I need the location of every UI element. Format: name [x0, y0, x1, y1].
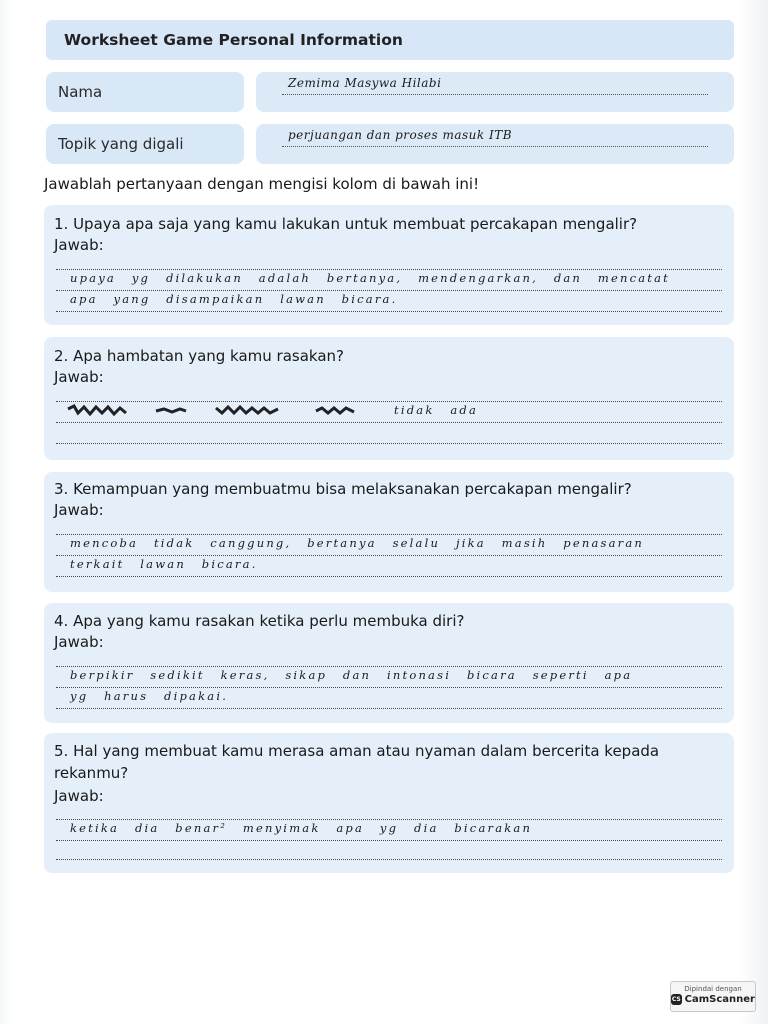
topic-value-box: [256, 124, 734, 164]
watermark-line-1: Dipindai dengan: [684, 985, 742, 993]
answer-1-line-2: apa yang disampaikan lawan bicara.: [70, 292, 398, 306]
question-text-3: 3. Kemampuan yang membuatmu bisa melaksanakan percakapan mengalir?: [54, 480, 632, 498]
topic-label: Topik yang digali: [58, 135, 184, 153]
answer-line: [56, 311, 722, 312]
name-value-box: [256, 72, 734, 112]
worksheet-title: [46, 20, 734, 60]
crossed-out-scribble: [66, 403, 386, 419]
watermark-brand: [671, 994, 755, 1005]
question-card-2: [44, 337, 734, 460]
question-card-4: [44, 603, 734, 723]
answer-line: [56, 443, 722, 444]
camscanner-logo-icon: CS: [671, 996, 681, 1003]
watermark-line-2: CamScanner: [684, 994, 755, 1005]
answer-3-line-2: terkait lawan bicara.: [70, 557, 258, 571]
name-dotted-line: [282, 94, 708, 95]
answer-line: [56, 534, 722, 535]
answer-line: [56, 269, 722, 270]
answer-3-line-1: mencoba tidak canggung, bertanya selalu jika masih penasaran: [70, 536, 645, 550]
answer-line: [56, 708, 722, 709]
answer-line: [56, 401, 722, 402]
answer-label-1: Jawab:: [54, 236, 104, 254]
name-value: Zemima Masywa Hilabi: [288, 76, 442, 90]
answer-line: [56, 290, 722, 291]
answer-line: [56, 840, 722, 841]
answer-line: [56, 819, 722, 820]
answer-5-line-1: ketika dia benar² menyimak apa yg dia bicarakan: [70, 821, 533, 835]
answer-line: [56, 859, 722, 860]
answer-line: [56, 422, 722, 423]
question-text-4: 4. Apa yang kamu rasakan ketika perlu membuka diri?: [54, 612, 465, 630]
question-card-1: [44, 205, 734, 325]
topic-label-box: [46, 124, 244, 164]
question-text-5: 5. Hal yang membuat kamu merasa aman atau nyaman dalam bercerita kepada rekanmu?: [54, 742, 660, 782]
answer-4-line-2: yg harus dipakai.: [70, 689, 229, 703]
worksheet-title-text: Worksheet Game Personal Information: [64, 31, 403, 49]
question-text-1: 1. Upaya apa saja yang kamu lakukan untuk membuat percakapan mengalir?: [54, 215, 638, 233]
answer-line: [56, 576, 722, 577]
answer-line: [56, 666, 722, 667]
answer-1-line-1: upaya yg dilakukan adalah bertanya, mendengarkan, dan mencatat: [70, 271, 671, 285]
answer-4-line-1: berpikir sedikit keras, sikap dan intonasi bicara seperti apa: [70, 668, 633, 682]
answer-line: [56, 555, 722, 556]
answer-label-3: Jawab:: [54, 501, 104, 519]
name-label-box: [46, 72, 244, 112]
answer-label-4: Jawab:: [54, 633, 104, 651]
topic-value: perjuangan dan proses masuk ITB: [288, 128, 513, 142]
camscanner-watermark: [670, 981, 756, 1012]
instruction-text: Jawablah pertanyaan dengan mengisi kolom di bawah ini!: [44, 175, 480, 193]
name-label: Nama: [58, 83, 103, 101]
answer-line: [56, 687, 722, 688]
question-card-3: [44, 472, 734, 592]
answer-label-5: Jawab:: [54, 787, 104, 805]
answer-label-2: Jawab:: [54, 368, 104, 386]
question-text-2: 2. Apa hambatan yang kamu rasakan?: [54, 347, 345, 365]
question-card-5: [44, 733, 734, 873]
answer-2-line-1: tidak ada: [394, 403, 479, 417]
topic-dotted-line: [282, 146, 708, 147]
